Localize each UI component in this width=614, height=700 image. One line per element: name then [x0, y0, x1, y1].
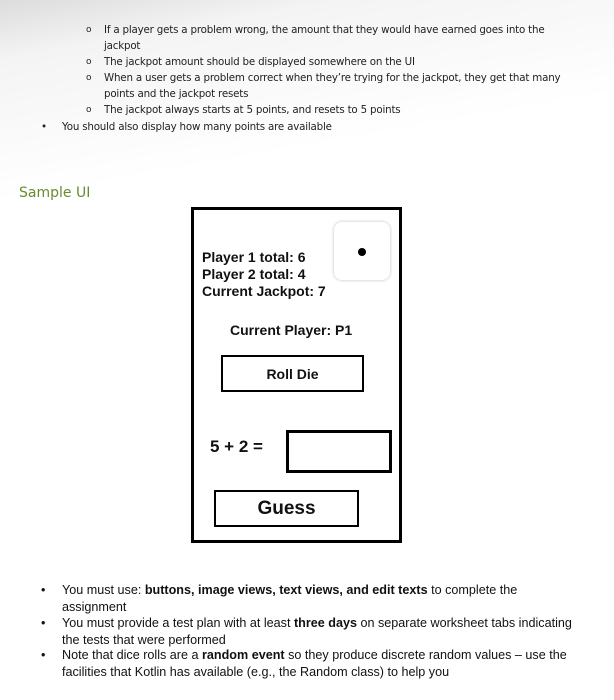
- list-item: [86, 102, 574, 118]
- player2-total: Player 2 total: 4: [202, 266, 306, 282]
- bullet-icon: •: [41, 648, 46, 662]
- answer-input[interactable]: [286, 430, 392, 473]
- guess-button[interactable]: Guess: [214, 490, 359, 527]
- equation-label: 5 + 2 =: [210, 437, 263, 456]
- circle-bullet-icon: o: [86, 73, 92, 83]
- sample-ui-mockup: [191, 207, 402, 543]
- die-image: [334, 222, 390, 280]
- item-bold-text: random event: [202, 648, 285, 662]
- list-item: [86, 22, 574, 54]
- item-text: You must provide a test plan with at least: [62, 616, 294, 630]
- list-item: [41, 615, 582, 648]
- item-text: on separate worksheet tabs indicating the tests that were performed: [62, 616, 572, 647]
- circle-bullet-icon: o: [86, 25, 92, 35]
- item-text: The jackpot amount should be displayed somewhere on the UI: [104, 56, 415, 68]
- bullet-icon: •: [41, 583, 46, 597]
- die-dot-icon: [358, 248, 366, 256]
- current-player: Current Player: P1: [230, 322, 353, 338]
- item-text: so they produce discrete random values – use the facilities that Kotlin has available (e.g., the Random class) to help you: [62, 648, 567, 679]
- section-heading: Sample UI: [19, 185, 91, 201]
- list-item: [86, 54, 574, 70]
- circle-bullet-icon: o: [86, 57, 92, 67]
- item-text: You must use:: [62, 583, 145, 597]
- item-text: jackpot: [104, 40, 141, 52]
- item-text: Note that dice rolls are a: [62, 648, 203, 662]
- player1-total: Player 1 total: 6: [202, 249, 306, 265]
- current-jackpot: Current Jackpot: 7: [202, 283, 326, 299]
- item-text: You should also display how many points are available: [62, 121, 332, 133]
- item-text: When a user gets a problem correct when they’re trying for the jackpot, they get that many: [104, 72, 561, 84]
- list-item: [86, 70, 574, 102]
- item-text: The jackpot always starts at 5 points, and resets to 5 points: [104, 104, 401, 116]
- item-bold-text: buttons, image views, text views, and edit texts: [144, 583, 428, 597]
- bullet-icon: •: [41, 121, 47, 133]
- list-item: [41, 582, 582, 615]
- list-item: [41, 647, 582, 680]
- item-text: points and the jackpot resets: [104, 88, 249, 100]
- circle-bullet-icon: o: [86, 105, 92, 115]
- item-text: If a player gets a problem wrong, the amount that they would have earned goes into the: [104, 24, 545, 36]
- item-text: to complete the assignment: [62, 583, 518, 614]
- bullet-icon: •: [41, 616, 46, 630]
- list-item: [41, 119, 532, 135]
- item-bold-text: three days: [293, 616, 357, 630]
- roll-die-button[interactable]: Roll Die: [221, 355, 364, 392]
